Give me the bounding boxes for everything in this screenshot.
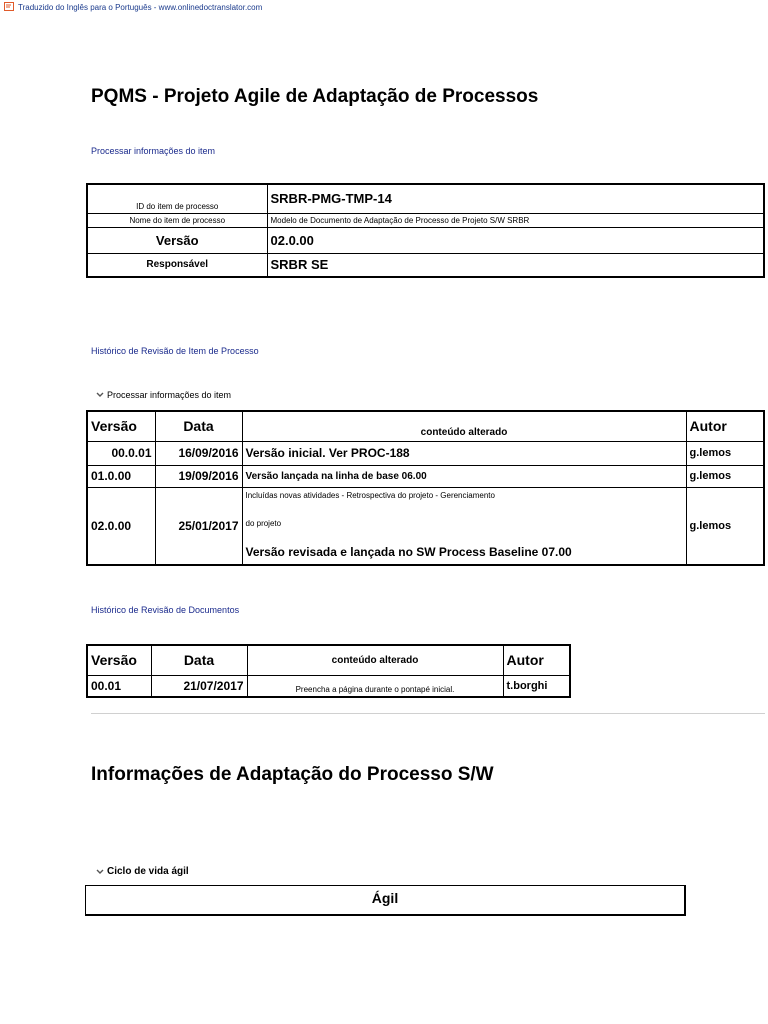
translator-banner[interactable] bbox=[4, 2, 262, 12]
table-row bbox=[87, 487, 764, 565]
section-divider bbox=[91, 713, 765, 714]
id-value: SRBR-PMG-TMP-14 bbox=[267, 184, 764, 213]
header-version: Versão bbox=[87, 411, 155, 441]
header-version: Versão bbox=[87, 645, 151, 675]
row-content: Versão inicial. Ver PROC-188 bbox=[242, 441, 686, 465]
row-content: Preencha a página durante o pontapé inicial. bbox=[247, 675, 503, 697]
chevron-down-icon bbox=[96, 869, 104, 875]
row-author: t.borghi bbox=[503, 675, 570, 697]
collapse-process-info-label: Processar informações do item bbox=[107, 390, 232, 400]
row-version: 02.0.00 bbox=[87, 487, 155, 565]
translator-banner-text[interactable]: Traduzido do Inglês para o Português - www.onlinedoctranslator.com bbox=[18, 2, 263, 12]
row-version: 00.01 bbox=[87, 675, 151, 697]
row-version: 00.0.01 bbox=[87, 441, 155, 465]
row-content: Versão lançada na linha de base 06.00 bbox=[242, 465, 686, 487]
lifecycle-label: Ciclo de vida ágil bbox=[107, 866, 189, 877]
name-label: Nome do item de processo bbox=[87, 213, 267, 227]
name-value: Modelo de Documento de Adaptação de Processo de Projeto S/W SRBR bbox=[267, 213, 764, 227]
process-item-info-table bbox=[86, 183, 765, 278]
translator-logo-icon bbox=[4, 2, 16, 12]
section-process-info-label: Processar informações do item bbox=[91, 146, 216, 156]
table-header-row bbox=[87, 645, 570, 675]
adaptation-title: Informações de Adaptação do Processo S/W bbox=[91, 764, 494, 785]
row-content-line3: Versão revisada e lançada no SW Process Baseline 07.00 bbox=[245, 544, 572, 559]
lifecycle-value-box bbox=[85, 885, 686, 916]
document-revision-history-table bbox=[86, 644, 571, 698]
table-row bbox=[87, 441, 764, 465]
header-content: conteúdo alterado bbox=[247, 645, 503, 675]
row-date: 16/09/2016 bbox=[155, 441, 242, 465]
row-content-line1: Incluídas novas atividades - Retrospectiva do projeto - Gerenciamento bbox=[245, 490, 495, 500]
table-row bbox=[87, 675, 570, 697]
header-author: Autor bbox=[503, 645, 570, 675]
row-content-line2: do projeto bbox=[245, 518, 282, 528]
table-row bbox=[87, 465, 764, 487]
row-version: 01.0.00 bbox=[87, 465, 155, 487]
collapse-process-info[interactable] bbox=[96, 390, 231, 400]
header-author: Autor bbox=[686, 411, 764, 441]
section-process-history-label: Histórico de Revisão de Item de Processo bbox=[91, 346, 259, 356]
row-content bbox=[242, 487, 686, 565]
process-revision-history-table bbox=[86, 410, 765, 566]
header-date: Data bbox=[151, 645, 247, 675]
row-author: g.lemos bbox=[686, 465, 764, 487]
header-date: Data bbox=[155, 411, 242, 441]
row-date: 21/07/2017 bbox=[151, 675, 247, 697]
collapse-lifecycle[interactable] bbox=[96, 866, 189, 877]
row-author: g.lemos bbox=[686, 441, 764, 465]
row-date: 19/09/2016 bbox=[155, 465, 242, 487]
owner-value: SRBR SE bbox=[267, 253, 764, 277]
lifecycle-value: Ágil bbox=[371, 890, 399, 906]
row-date: 25/01/2017 bbox=[155, 487, 242, 565]
chevron-down-icon bbox=[96, 392, 104, 398]
table-header-row bbox=[87, 411, 764, 441]
owner-label: Responsável bbox=[87, 253, 267, 277]
row-author: g.lemos bbox=[686, 487, 764, 565]
page-title: PQMS - Projeto Agile de Adaptação de Processos bbox=[91, 86, 539, 107]
version-value: 02.0.00 bbox=[267, 227, 764, 253]
header-content: conteúdo alterado bbox=[242, 411, 686, 441]
id-label: ID do item de processo bbox=[87, 184, 267, 213]
version-label: Versão bbox=[87, 227, 267, 253]
section-doc-history-label: Histórico de Revisão de Documentos bbox=[91, 605, 240, 615]
